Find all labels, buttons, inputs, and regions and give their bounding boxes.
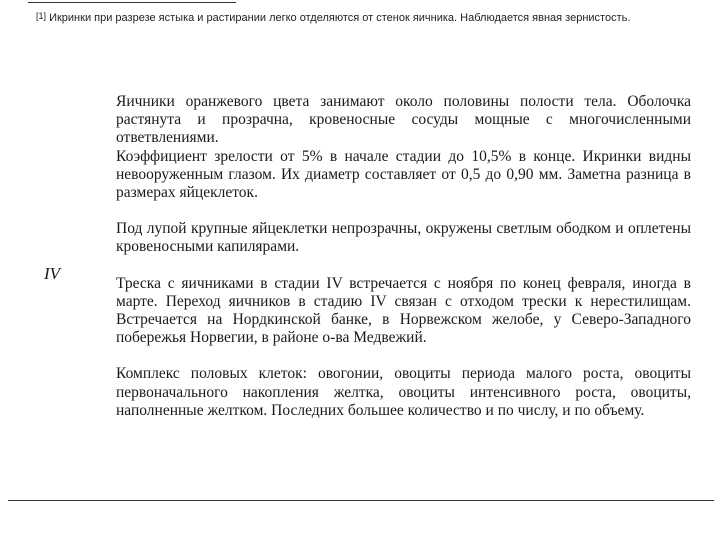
stage-description [116,93,691,420]
paragraph-occurrence: Треска с яичниками в стадии IV встречается с ноября по конец февраля, иногда в марте. Переход яичников в стадию IV связан с отходом трески к нерестилищам. Встречается на Нордкинской банке, в Норвежском желобе, у Северо-Западного побережья Норвегии, в районе о-ва Медвежий. [116,274,691,347]
footnote-text: Икринки при разрезе ястыка и растирании легко отделяются от стенок яичника. Наблюдается явная зернистость. [49,12,631,24]
paragraph-germ-cells: Комплекс половых клеток: овогонии, овоциты периода малого роста, овоциты первоначального накопления желтка, овоциты интенсивного роста, овоциты, наполненные желтком. Последних большее количество и по числу, и по объему. [116,365,691,419]
paragraph-maturity-coefficient: Коэффициент зрелости от 5% в начале стадии до 10,5% в конце. Икринки видны невооруженным глазом. Их диаметр составляет от 0,5 до 0,90 мм. Заметна разница в размерах яйцеклеток. [116,147,691,202]
footnote [36,11,706,25]
footnote-marker: [1] [36,11,47,21]
footnote-separator [28,2,236,3]
paragraph-ovary-appearance: Яичники оранжевого цвета занимают около половины полости тела. Оболочка растянута и прозрачна, кровеносные сосуды мощные с многочисленными ответвлениями. [116,93,691,147]
stage-label: IV [44,264,61,283]
paragraph-magnifier-observation: Под лупой крупные яйцеклетки непрозрачны, окружены светлым ободком и оплетены кровеносными капилярами. [116,220,691,256]
bottom-divider [8,500,714,501]
